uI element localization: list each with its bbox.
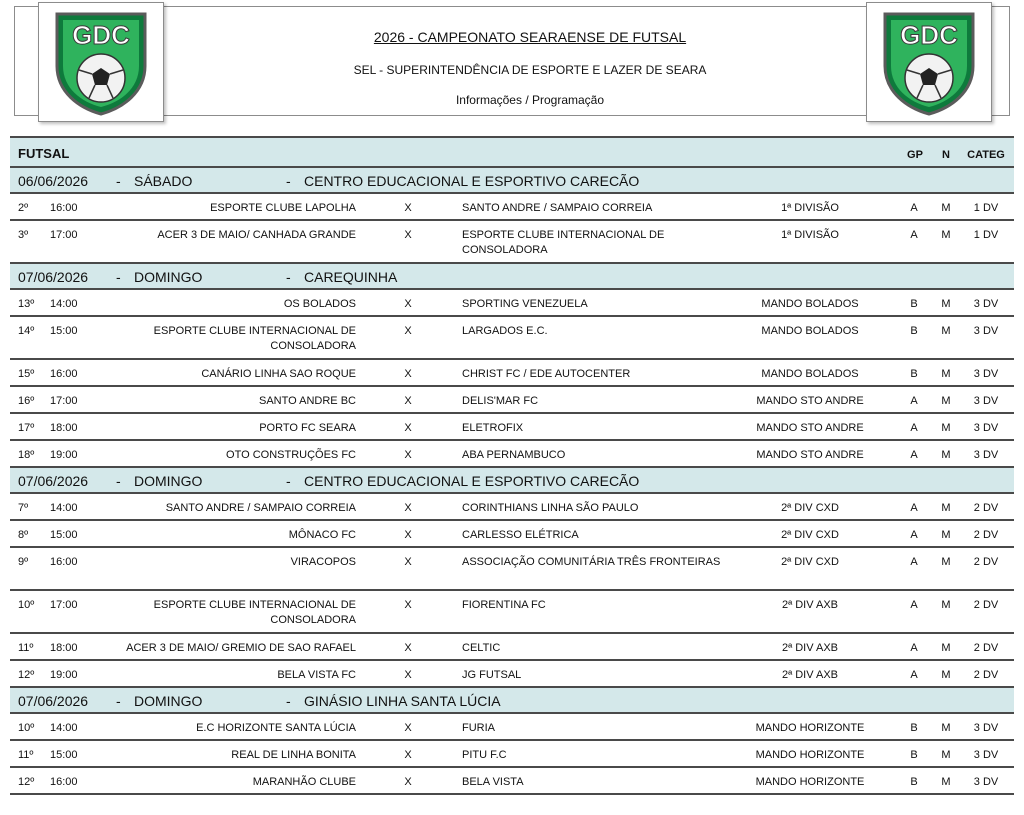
date-venue-header xyxy=(10,468,1014,494)
table-row xyxy=(10,194,1014,221)
match-date: 07/06/2026 xyxy=(18,693,89,709)
division: MANDO HORIZONTE xyxy=(755,749,865,761)
category: 1 DV xyxy=(973,202,999,214)
versus-mark: X xyxy=(404,776,412,788)
game-number: 11º xyxy=(18,642,34,654)
home-team: OS BOLADOS xyxy=(283,298,356,310)
game-number: 12º xyxy=(18,776,35,788)
home-team: ESPORTE CLUBE INTERNACIONAL DE CONSOLADORA xyxy=(153,599,356,626)
group: A xyxy=(910,669,918,681)
group: B xyxy=(910,722,918,734)
away-team: LARGADOS E.C. xyxy=(462,325,548,337)
versus-mark: X xyxy=(404,422,412,434)
game-number: 10º xyxy=(18,722,35,734)
versus-mark: X xyxy=(404,395,412,407)
group: B xyxy=(910,325,918,337)
gender: M xyxy=(941,529,951,541)
away-team: ASSOCIAÇÃO COMUNITÁRIA TRÊS FRONTEIRAS xyxy=(462,556,721,568)
category: 2 DV xyxy=(973,502,999,514)
home-team: CANÁRIO LINHA SAO ROQUE xyxy=(201,368,356,380)
game-number: 18º xyxy=(18,449,35,461)
game-number: 7º xyxy=(18,502,29,514)
game-time: 15:00 xyxy=(50,749,78,761)
division: 1ª DIVISÃO xyxy=(781,229,839,241)
table-row xyxy=(10,591,1014,634)
category: 2 DV xyxy=(973,556,999,568)
table-row xyxy=(10,317,1014,360)
division: MANDO STO ANDRE xyxy=(756,395,864,407)
away-team: DELIS'MAR FC xyxy=(462,395,539,407)
category: 3 DV xyxy=(973,749,999,761)
versus-mark: X xyxy=(404,556,412,568)
game-number: 12º xyxy=(18,669,35,681)
venue-name: CENTRO EDUCACIONAL E ESPORTIVO CARECÃO xyxy=(304,173,640,189)
logo-left xyxy=(38,2,164,122)
away-team: BELA VISTA xyxy=(462,776,524,788)
separator: - xyxy=(286,693,291,709)
game-time: 19:00 xyxy=(50,669,78,681)
division: 2ª DIV AXB xyxy=(781,599,839,611)
gender: M xyxy=(941,202,951,214)
game-time: 19:00 xyxy=(50,449,78,461)
home-team: REAL DE LINHA BONITA xyxy=(231,749,356,761)
table-row xyxy=(10,768,1014,795)
table-row xyxy=(10,387,1014,414)
match-day: SÁBADO xyxy=(134,173,193,189)
game-time: 16:00 xyxy=(50,368,78,380)
versus-mark: X xyxy=(404,722,412,734)
gender: M xyxy=(941,298,951,310)
gender: M xyxy=(941,599,951,611)
away-team: FURIA xyxy=(462,722,495,734)
table-row xyxy=(10,714,1014,741)
table-row xyxy=(10,360,1014,387)
match-day: DOMINGO xyxy=(134,269,203,285)
away-team: PITU F.C xyxy=(462,749,507,761)
versus-mark: X xyxy=(404,529,412,541)
category: 2 DV xyxy=(973,599,999,611)
division: MANDO BOLADOS xyxy=(761,298,859,310)
group: A xyxy=(910,202,918,214)
match-date: 07/06/2026 xyxy=(18,269,89,285)
table-row xyxy=(10,290,1014,317)
game-time: 18:00 xyxy=(50,642,78,654)
home-team: BELA VISTA FC xyxy=(277,669,356,681)
home-team: SANTO ANDRE BC xyxy=(259,395,356,407)
game-time: 16:00 xyxy=(50,776,78,788)
versus-mark: X xyxy=(404,642,412,654)
division: MANDO HORIZONTE xyxy=(755,776,865,788)
versus-mark: X xyxy=(404,669,412,681)
svg-text:GDC: GDC xyxy=(72,20,130,50)
category: 2 DV xyxy=(973,642,999,654)
game-time: 16:00 xyxy=(50,202,78,214)
away-team: ABA PERNAMBUCO xyxy=(462,449,566,461)
game-number: 13º xyxy=(18,298,35,310)
page-title: 2026 - CAMPEONATO SEARAENSE DE FUTSAL xyxy=(373,29,687,45)
division: 2ª DIV AXB xyxy=(781,669,839,681)
group: A xyxy=(910,556,918,568)
table-row xyxy=(10,494,1014,521)
division: MANDO STO ANDRE xyxy=(756,422,864,434)
match-date: 06/06/2026 xyxy=(18,173,89,189)
gender: M xyxy=(941,422,951,434)
versus-mark: X xyxy=(404,449,412,461)
category: 3 DV xyxy=(973,298,999,310)
table-header-categ: CATEG xyxy=(967,149,1005,161)
division: MANDO HORIZONTE xyxy=(755,722,865,734)
group: B xyxy=(910,368,918,380)
date-venue-header xyxy=(10,264,1014,290)
game-number: 10º xyxy=(18,599,35,611)
gender: M xyxy=(941,325,951,337)
away-team: ESPORTE CLUBE INTERNACIONAL DE CONSOLADORA xyxy=(462,229,665,256)
gender: M xyxy=(941,229,951,241)
match-day: DOMINGO xyxy=(134,693,203,709)
schedule-table xyxy=(10,136,1014,795)
away-team: SANTO ANDRE / SAMPAIO CORREIA xyxy=(462,202,653,214)
game-number: 11º xyxy=(18,749,34,761)
table-row xyxy=(10,441,1014,468)
match-day: DOMINGO xyxy=(134,473,203,489)
group: A xyxy=(910,229,918,241)
category: 3 DV xyxy=(973,368,999,380)
division: MANDO STO ANDRE xyxy=(756,449,864,461)
home-team: E.C HORIZONTE SANTA LÚCIA xyxy=(196,722,356,734)
game-time: 17:00 xyxy=(50,599,78,611)
category: 2 DV xyxy=(973,669,999,681)
separator: - xyxy=(286,269,291,285)
separator: - xyxy=(116,473,121,489)
table-row xyxy=(10,741,1014,768)
versus-mark: X xyxy=(404,202,412,214)
table-header-gp: GP xyxy=(907,149,923,161)
gender: M xyxy=(941,669,951,681)
away-team: CARLESSO ELÉTRICA xyxy=(462,529,579,541)
away-team: FIORENTINA FC xyxy=(462,599,546,611)
division: 1ª DIVISÃO xyxy=(781,202,839,214)
gdc-shield-icon xyxy=(49,8,153,116)
away-team: CORINTHIANS LINHA SÃO PAULO xyxy=(462,502,639,514)
separator: - xyxy=(286,473,291,489)
division: MANDO BOLADOS xyxy=(761,368,859,380)
game-number: 14º xyxy=(18,325,35,337)
group: B xyxy=(910,749,918,761)
category: 3 DV xyxy=(973,722,999,734)
category: 3 DV xyxy=(973,422,999,434)
page-subtitle: SEL - SUPERINTENDÊNCIA DE ESPORTE E LAZER DE SEARA xyxy=(353,63,707,77)
game-number: 15º xyxy=(18,368,35,380)
group: A xyxy=(910,642,918,654)
table-header-label: FUTSAL xyxy=(18,146,70,161)
svg-text:GDC: GDC xyxy=(900,20,958,50)
category: 3 DV xyxy=(973,776,999,788)
game-time: 14:00 xyxy=(50,298,78,310)
group: A xyxy=(910,422,918,434)
category: 3 DV xyxy=(973,449,999,461)
separator: - xyxy=(286,173,291,189)
group: A xyxy=(910,529,918,541)
game-number: 17º xyxy=(18,422,35,434)
game-number: 8º xyxy=(18,529,29,541)
versus-mark: X xyxy=(404,325,412,337)
venue-name: CENTRO EDUCACIONAL E ESPORTIVO CARECÃO xyxy=(304,473,640,489)
gender: M xyxy=(941,556,951,568)
category: 3 DV xyxy=(973,395,999,407)
separator: - xyxy=(116,693,121,709)
home-team: SANTO ANDRE / SAMPAIO CORREIA xyxy=(165,502,356,514)
game-number: 3º xyxy=(18,229,29,241)
table-row xyxy=(10,521,1014,548)
home-team: ESPORTE CLUBE INTERNACIONAL DE CONSOLADORA xyxy=(153,325,356,352)
gender: M xyxy=(941,502,951,514)
versus-mark: X xyxy=(404,599,412,611)
page-subtitle-info: Informações / Programação xyxy=(455,93,605,107)
division: 2ª DIV CXD xyxy=(781,502,839,514)
home-team: MÔNACO FC xyxy=(288,529,356,541)
away-team: CELTIC xyxy=(462,642,501,654)
versus-mark: X xyxy=(404,749,412,761)
gender: M xyxy=(941,642,951,654)
game-time: 15:00 xyxy=(50,529,78,541)
versus-mark: X xyxy=(404,229,412,241)
game-time: 14:00 xyxy=(50,502,78,514)
category: 1 DV xyxy=(973,229,999,241)
gender: M xyxy=(941,368,951,380)
category: 3 DV xyxy=(973,325,999,337)
home-team: PORTO FC SEARA xyxy=(259,422,356,434)
game-time: 17:00 xyxy=(50,395,78,407)
gdc-shield-icon xyxy=(877,8,981,116)
separator: - xyxy=(116,269,121,285)
division: 2ª DIV CXD xyxy=(781,529,839,541)
venue-name: CAREQUINHA xyxy=(304,269,398,285)
table-header-n: N xyxy=(942,149,950,161)
home-team: ACER 3 DE MAIO/ CANHADA GRANDE xyxy=(157,229,356,241)
table-row xyxy=(10,221,1014,264)
home-team: MARANHÃO CLUBE xyxy=(252,776,356,788)
away-team: JG FUTSAL xyxy=(462,669,522,681)
table-row xyxy=(10,661,1014,688)
game-time: 14:00 xyxy=(50,722,78,734)
away-team: CHRIST FC / EDE AUTOCENTER xyxy=(462,368,631,380)
home-team: VIRACOPOS xyxy=(290,556,356,568)
date-venue-header xyxy=(10,688,1014,714)
game-time: 17:00 xyxy=(50,229,78,241)
home-team: OTO CONSTRUÇÕES FC xyxy=(226,449,356,461)
away-team: SPORTING VENEZUELA xyxy=(462,298,588,310)
gender: M xyxy=(941,749,951,761)
home-team: ACER 3 DE MAIO/ GREMIO DE SAO RAFAEL xyxy=(126,642,356,654)
division: 2ª DIV CXD xyxy=(781,556,839,568)
gender: M xyxy=(941,449,951,461)
category: 2 DV xyxy=(973,529,999,541)
game-number: 9º xyxy=(18,556,29,568)
game-number: 16º xyxy=(18,395,35,407)
versus-mark: X xyxy=(404,502,412,514)
match-date: 07/06/2026 xyxy=(18,473,89,489)
logo-right xyxy=(866,2,992,122)
game-number: 2º xyxy=(18,202,29,214)
game-time: 18:00 xyxy=(50,422,78,434)
table-header xyxy=(10,136,1014,168)
group: A xyxy=(910,599,918,611)
date-venue-header xyxy=(10,168,1014,194)
game-time: 16:00 xyxy=(50,556,78,568)
home-team: ESPORTE CLUBE LAPOLHA xyxy=(210,202,356,214)
group: A xyxy=(910,395,918,407)
group: A xyxy=(910,449,918,461)
gender: M xyxy=(941,722,951,734)
group: B xyxy=(910,776,918,788)
away-team: ELETROFIX xyxy=(462,422,524,434)
versus-mark: X xyxy=(404,298,412,310)
separator: - xyxy=(116,173,121,189)
table-row xyxy=(10,634,1014,661)
gender: M xyxy=(941,776,951,788)
versus-mark: X xyxy=(404,368,412,380)
game-time: 15:00 xyxy=(50,325,78,337)
venue-name: GINÁSIO LINHA SANTA LÚCIA xyxy=(304,693,501,709)
table-row xyxy=(10,414,1014,441)
division: 2ª DIV AXB xyxy=(781,642,839,654)
gender: M xyxy=(941,395,951,407)
group: A xyxy=(910,502,918,514)
group: B xyxy=(910,298,918,310)
division: MANDO BOLADOS xyxy=(761,325,859,337)
table-row xyxy=(10,548,1014,591)
